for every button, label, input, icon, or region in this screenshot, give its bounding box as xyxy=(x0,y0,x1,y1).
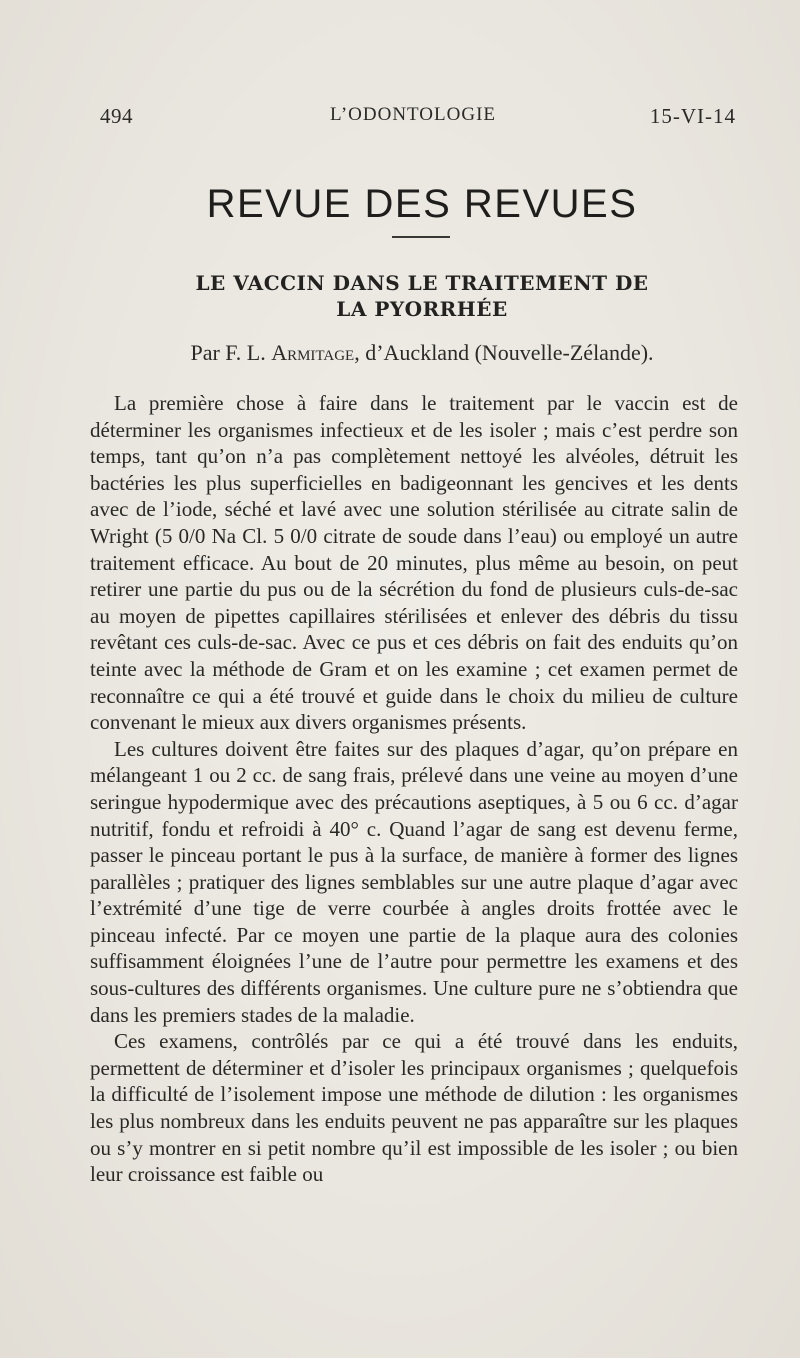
issue-date: 15-VI-14 xyxy=(649,104,736,128)
page-number: 494 xyxy=(100,104,133,128)
running-head xyxy=(90,104,736,130)
byline-suffix: , d’Auckland (Nouvelle-Zélande). xyxy=(354,340,654,365)
paragraph: La première chose à faire dans le traitement par le vaccin est de déterminer les organismes infectieux et de les isoler ; mais c’est perdre son temps, tant qu’on n’a pas complètement nettoyé les alvéoles, détruit les bactéries les plus superficielles en badigeonnant les gencives et les dents avec de l’iode, séché et lavé avec une solution stérilisée au citrate salin de Wright (5 0/0 Na Cl. 5 0/0 citrate de soude dans l’eau) ou employé un autre traitement efficace. Au bout de 20 minutes, plus même au besoin, on peut retirer une partie du pus ou de la sécrétion du fond de plusieurs culs-de-sac au moyen de pipettes capillaires stérilisées et enlever des débris du tissu revêtant ces culs-de-sac. Avec ce pus et ces débris on fait des enduits qu’on teinte avec la méthode de Gram et on les examine ; cet examen permet de reconnaître ce qui a été trouvé et guide dans le choix du milieu de culture convenant le mieux aux divers organismes présents. xyxy=(90,391,738,735)
byline xyxy=(100,340,744,366)
byline-author: Armitage xyxy=(271,340,355,365)
article-body xyxy=(90,390,738,1188)
article-title-line-2: LA PYORRHÉE xyxy=(336,297,508,321)
paragraph: Les cultures doivent être faites sur des plaques d’agar, qu’on prépare en mélangeant 1 ou 2 cc. de sang frais, prélevé dans une veine au moyen d’une seringue hypodermique avec des précautions aseptiques, à 5 ou 6 cc. d’agar nutritif, fondu et refroidi à 40° c. Quand l’agar de sang est devenu ferme, passer le pinceau portant le pus à la surface, de manière à former des lignes parallèles ; pratiquer des lignes semblables sur une autre plaque d’agar avec l’extrémité d’une tige de verre courbée à angles droits frottée avec le pinceau infecté. Par ce moyen une partie de la plaque aura des colonies suffisamment éloignées l’une de l’autre pour permettre les examens et des sous-cultures des différents organismes. Une culture pure ne s’obtiendra que dans les premiers stades de la maladie. xyxy=(90,736,738,1027)
paragraph: Ces examens, contrôlés par ce qui a été trouvé dans les enduits, permettent de déterminer et d’isoler les principaux organismes ; quelquefois la difficulté de l’isolement impose une méthode de dilution : les organismes les plus nombreux dans les enduits peuvent ne pas apparaître sur les plaques ou s’y montrer en si petit nombre qu’il est impossible de les isoler ; ou bien leur croissance est faible ou xyxy=(90,1029,738,1187)
journal-title: L’ODONTOLOGIE xyxy=(329,104,497,125)
section-title: REVUE DES REVUES xyxy=(206,182,638,226)
byline-prefix: Par F. L. xyxy=(190,340,266,365)
article-title-line-1: LE VACCIN DANS LE TRAITEMENT DE xyxy=(195,271,649,295)
article-title xyxy=(100,270,744,322)
title-rule xyxy=(392,236,450,238)
